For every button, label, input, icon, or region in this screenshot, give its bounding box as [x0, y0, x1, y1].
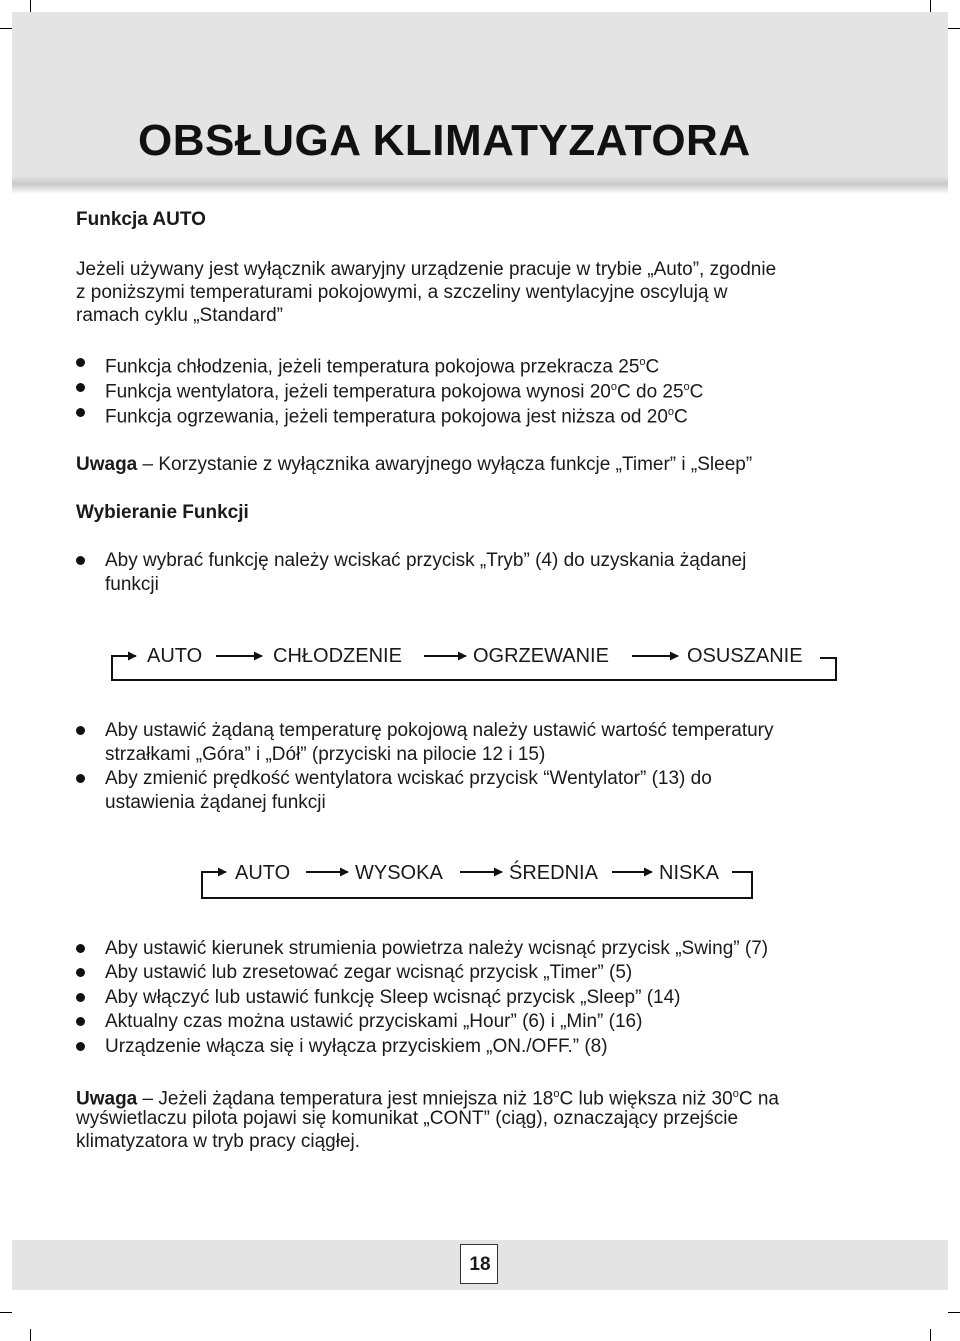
select-bullet-2-line-1: Aby ustawić żądaną temperaturę pokojową należy ustawić wartość temperatury: [105, 720, 774, 741]
section-heading-auto: Funkcja AUTO: [76, 209, 206, 230]
bullet-dot: [76, 1042, 85, 1051]
select-bullet-3-line-1: Aby zmienić prędkość wentylatora wciskać przycisk “Wentylator” (13) do: [105, 768, 712, 789]
fan-medium: ŚREDNIA: [509, 862, 598, 884]
degree-sign: o: [639, 356, 646, 368]
degree-sign: o: [553, 1088, 560, 1100]
bullet-dot: [76, 726, 85, 735]
mode-drying: OSUSZANIE: [687, 645, 803, 667]
bullet-dot: [76, 944, 85, 953]
select-bullet-3-line-2: ustawienia żądanej funkcji: [105, 792, 326, 813]
select-bullet-1-line-2: funkcji: [105, 574, 159, 595]
note-text: C lub większa niż 30: [559, 1088, 733, 1110]
bullet-dot: [76, 1017, 85, 1026]
page-number-box: [460, 1244, 498, 1284]
degree-sign: o: [732, 1088, 739, 1100]
note-text: – Korzystanie z wyłącznika awaryjnego wyłącza funkcje „Timer” i „Sleep”: [137, 454, 753, 475]
bullet-text-mid: C do 25: [617, 381, 684, 403]
fan-low: NISKA: [659, 862, 720, 884]
list-item: Aby ustawić lub zresetować zegar wcisnąć przycisk „Timer” (5): [105, 962, 633, 983]
intro-line-1: Jeżeli używany jest wyłącznik awaryjny urządzenie pracuje w trybie „Auto”, zgodnie: [76, 259, 777, 280]
section-heading-select: Wybieranie Funkcji: [76, 502, 249, 523]
unit: C: [674, 406, 688, 428]
final-note-line-2: wyświetlaczu pilota pojawi się komunikat „CONT” (ciąg), oznaczający przejście: [76, 1108, 739, 1129]
note-label: Uwaga: [76, 1088, 138, 1110]
bullet-dot: [76, 968, 85, 977]
degree-sign: o: [610, 381, 617, 393]
fan-auto: AUTO: [235, 862, 291, 884]
bullet-dot: [76, 774, 85, 783]
bullet-text: Funkcja wentylatora, jeżeli temperatura pokojowa wynosi 20: [105, 381, 611, 403]
select-bullet-2-line-2: strzałkami „Góra” i „Dół” (przyciski na pilocie 12 i 15): [105, 744, 546, 765]
bullet-text: Funkcja ogrzewania, jeżeli temperatura pokojowa jest niższa od 20: [105, 406, 668, 428]
degree-sign: o: [683, 381, 690, 393]
bullet-text: Funkcja chłodzenia, jeżeli temperatura pokojowa przekracza 25: [105, 356, 640, 378]
note-text: – Jeżeli żądana temperatura jest mniejsza niż 18: [137, 1088, 554, 1110]
intro-line-2: z poniższymi temperaturami pokojowymi, a szczeliny wentylacyjne oscylują w: [76, 282, 728, 303]
mode-heating: OGRZEWANIE: [473, 645, 609, 667]
unit: C: [645, 356, 660, 378]
degree-sign: o: [667, 406, 675, 418]
page-number: 18: [469, 1254, 491, 1275]
list-item: Aktualny czas można ustawić przyciskami „Hour” (6) i „Min” (16): [105, 1011, 643, 1032]
note-label: Uwaga: [76, 454, 138, 475]
bullet-dot: [76, 993, 85, 1002]
select-bullet-1-line-1: Aby wybrać funkcję należy wciskać przycisk „Tryb” (4) do uzyskania żądanej: [105, 550, 747, 571]
list-item: Urządzenie włącza się i wyłącza przyciskiem „ON./OFF.” (8): [105, 1036, 608, 1057]
final-note-line-3: klimatyzatora w tryb pracy ciągłej.: [76, 1131, 361, 1152]
mode-cooling: CHŁODZENIE: [273, 645, 402, 667]
mode-auto: AUTO: [147, 645, 203, 667]
note-text: C na: [738, 1088, 779, 1110]
fan-high: WYSOKA: [355, 862, 443, 884]
list-item: Aby włączyć lub ustawić funkcję Sleep wcisnąć przycisk „Sleep” (14): [105, 987, 681, 1008]
intro-line-3: ramach cyklu „Standard”: [76, 305, 283, 326]
page-title: OBSŁUGA KLIMATYZATORA: [138, 116, 751, 165]
unit: C: [689, 381, 704, 403]
list-item: Aby ustawić kierunek strumienia powietrza należy wcisnąć przycisk „Swing” (7): [105, 938, 769, 959]
